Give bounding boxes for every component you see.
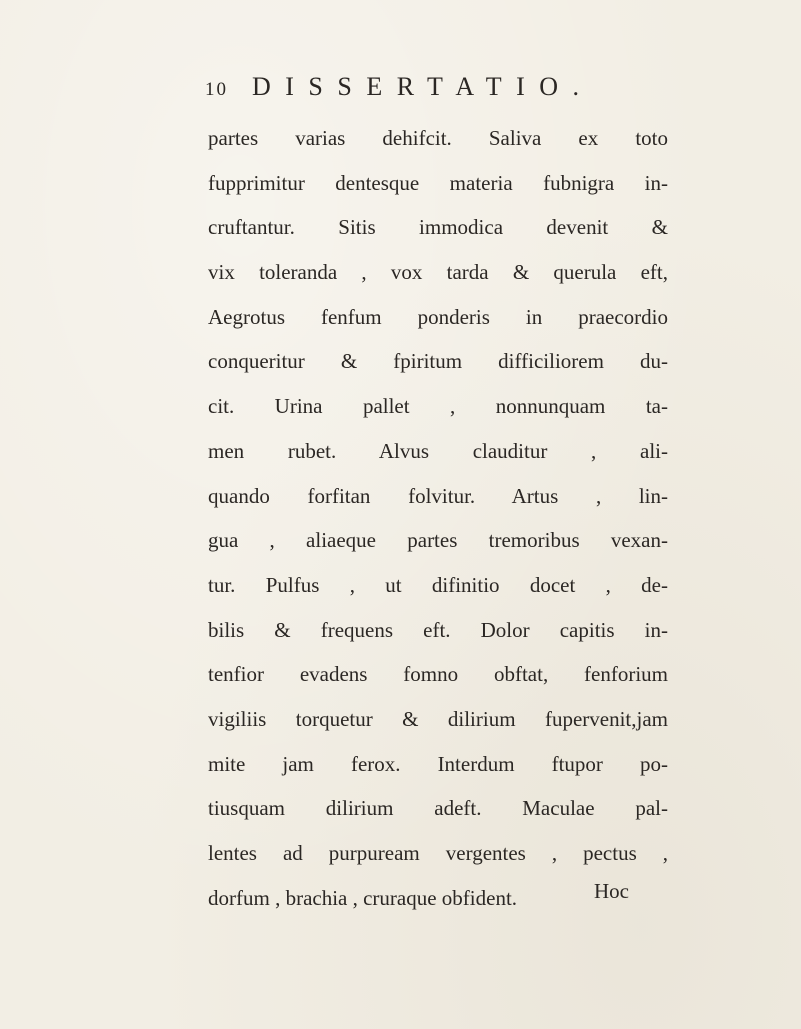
text-line: Aegrotus fenfum ponderis in praecordio bbox=[208, 304, 668, 329]
text-line: vix toleranda , vox tarda & querula eft, bbox=[208, 260, 668, 285]
text-line: vigiliis torquetur & dilirium fupervenit,jam bbox=[208, 706, 668, 731]
text-line: tenfior evadens fomno obftat, fenforium bbox=[208, 662, 668, 687]
text-line: tiusquam dilirium adeft. Maculae pal- bbox=[208, 796, 668, 821]
text-line: bilis & frequens eft. Dolor capitis in- bbox=[208, 617, 668, 642]
catchword: Hoc bbox=[594, 879, 629, 903]
text-line: quando forfitan folvitur. Artus , lin- bbox=[208, 483, 668, 508]
text-line: conqueritur & fpiritum difficiliorem du- bbox=[208, 349, 668, 374]
text-line: mite jam ferox. Interdum ftupor po- bbox=[208, 751, 668, 776]
text-line: partes varias dehifcit. Saliva ex toto bbox=[208, 126, 668, 150]
text-line: cruftantur. Sitis immodica devenit & bbox=[208, 215, 668, 240]
text-line: dorfum , brachia , cruraque obfident. bbox=[208, 885, 518, 910]
text-line: gua , aliaeque partes tremoribus vexan- bbox=[208, 528, 668, 553]
text-line: cit. Urina pallet , nonnunquam ta- bbox=[208, 394, 668, 419]
text-line: men rubet. Alvus clauditur , ali- bbox=[208, 438, 668, 463]
page-header bbox=[205, 72, 594, 106]
running-title: DISSERTATIO. bbox=[252, 72, 594, 101]
text-line: tur. Pulfus , ut difinitio docet , de- bbox=[208, 572, 668, 597]
page-number: 10 bbox=[205, 79, 228, 100]
text-line: lentes ad purpuream vergentes , pectus , bbox=[208, 841, 668, 865]
body-text bbox=[208, 116, 668, 920]
text-line: fupprimitur dentesque materia fubnigra in- bbox=[208, 170, 668, 195]
